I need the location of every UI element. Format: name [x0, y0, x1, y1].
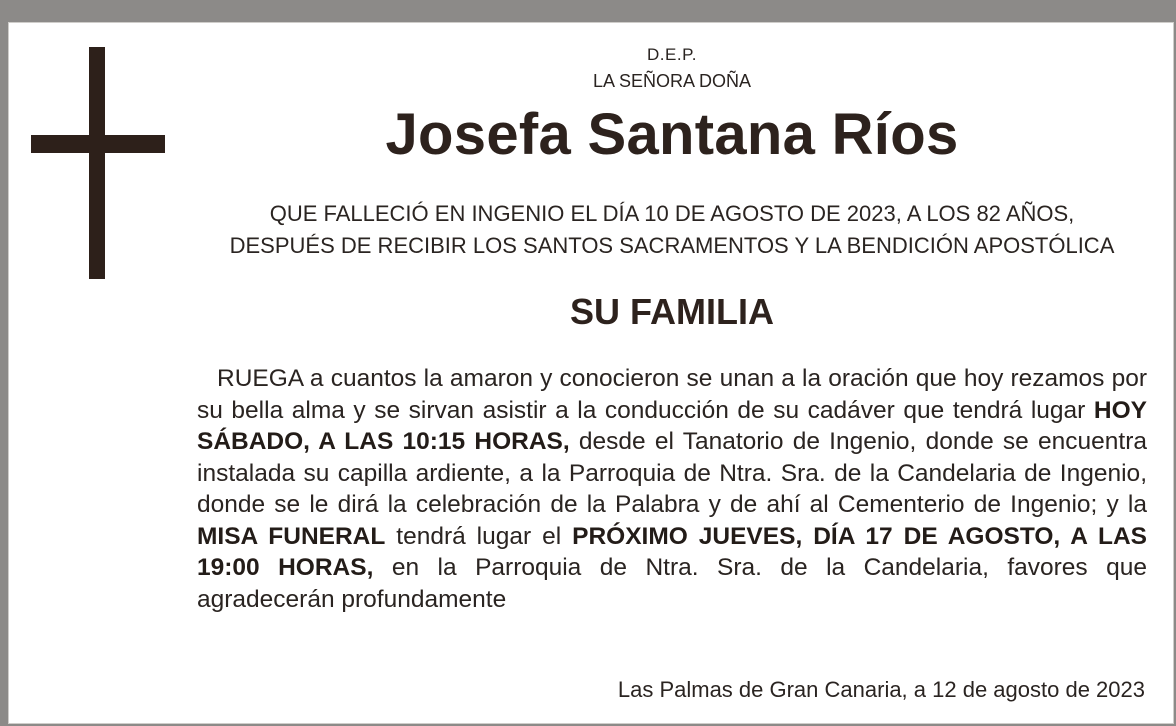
death-details-line-1: QUE FALLECIÓ EN INGENIO EL DÍA 10 DE AGOSTO DE 2023, A LOS 82 AÑOS, [269, 201, 1075, 226]
cross-vertical-bar [89, 47, 105, 279]
deceased-name: Josefa Santana Ríos [385, 102, 959, 167]
cross-icon [31, 47, 165, 279]
place-date-signoff: Las Palmas de Gran Canaria, a 12 de agosto de 2023 [617, 677, 1145, 702]
honorific-label: LA SEÑORA DOÑA [592, 71, 752, 91]
dep-label: D.E.P. [647, 45, 697, 64]
body-text-part-3: tendrá lugar el [385, 522, 573, 550]
notice-body [197, 363, 1147, 615]
cross-horizontal-bar [31, 135, 165, 153]
body-text-part-4: en la Parroquia de Ntra. Sra. de la Candelaria, favores que agradecerán profundamente [197, 554, 1147, 613]
body-text-part-2: desde el Tanatorio de Ingenio, donde se encuentra instalada su capilla ardiente, a la Parroquia de Ntra. Sra. de la Candelaria de Ingenio, donde se le dirá la celebración de la Palabra y de ahí al Cementerio de Ingenio; y la [197, 428, 1147, 518]
body-bold-mass: MISA FUNERAL [197, 522, 386, 550]
body-bold-mass-date: PRÓXIMO JUEVES, DÍA 17 DE AGOSTO, A LAS 19:00 HORAS, [197, 522, 1147, 581]
body-text-part-1: RUEGA a cuantos la amaron y conocieron se unan a la oración que hoy rezamos por su bella alma y se sirvan asistir a la conducción de su cadáver que tendrá lugar [197, 365, 1147, 424]
death-details-line-2: DESPUÉS DE RECIBIR LOS SANTOS SACRAMENTOS Y LA BENDICIÓN APOSTÓLICA [229, 233, 1115, 258]
family-heading: SU FAMILIA [570, 291, 774, 332]
body-bold-schedule: HOY SÁBADO, A LAS 10:15 HORAS, [197, 396, 1147, 455]
obituary-notice [8, 22, 1174, 724]
